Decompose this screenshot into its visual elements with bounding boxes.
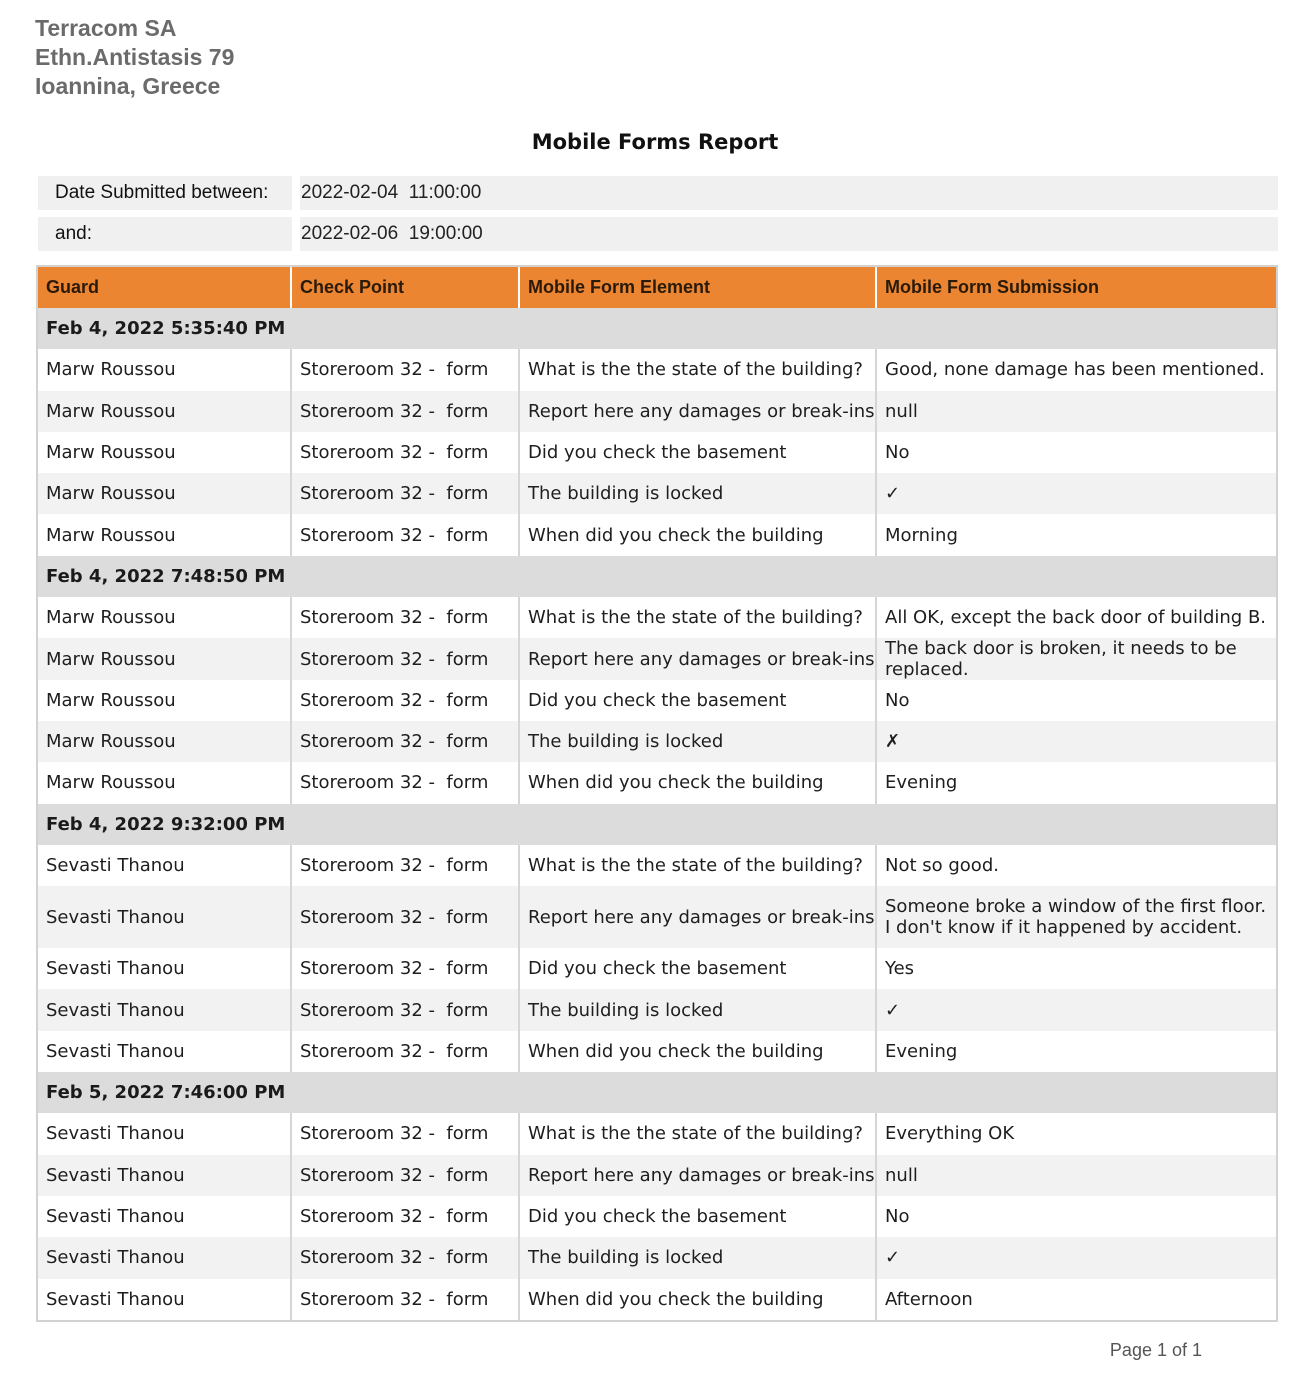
filter-end-value: 2022-02-06 19:00:00: [300, 217, 1278, 251]
form-submission-cell: null: [885, 400, 918, 422]
form-submission-cell: All OK, except the back door of building B.: [885, 607, 1267, 629]
guard-cell: Marw Roussou: [38, 391, 292, 432]
form-submission-cell: Evening: [885, 772, 958, 794]
table-row: [38, 1196, 1276, 1237]
company-street: Ethn.Antistasis 79: [35, 44, 235, 70]
form-element-cell: The building is locked: [520, 989, 877, 1030]
table-row: [38, 845, 1276, 886]
check-point-cell: Storeroom 32 - form: [292, 1113, 520, 1154]
form-submission-cell: The back door is broken, it needs to be replaced.: [885, 638, 1243, 680]
check-point-cell: Storeroom 32 - form: [292, 638, 520, 679]
table-row: [38, 762, 1276, 803]
form-element-cell: When did you check the building: [520, 1031, 877, 1072]
check-point-cell: Storeroom 32 - form: [292, 1031, 520, 1072]
check-point-cell: Storeroom 32 - form: [292, 948, 520, 989]
form-element-cell: Report here any damages or break-ins: [520, 638, 877, 679]
table-row: [38, 1113, 1276, 1154]
form-element-cell: Did you check the basement: [520, 680, 877, 721]
form-element-cell: The building is locked: [520, 721, 877, 762]
guard-cell: Marw Roussou: [38, 349, 292, 390]
form-element-cell: What is the the state of the building?: [520, 597, 877, 638]
table-row: [38, 1237, 1276, 1278]
table-row: [38, 638, 1276, 679]
form-element-cell: When did you check the building: [520, 514, 877, 555]
guard-cell: Marw Roussou: [38, 762, 292, 803]
form-submission-cell: ✓: [885, 1247, 901, 1269]
form-submission-cell: Evening: [885, 1040, 958, 1062]
check-point-cell: Storeroom 32 - form: [292, 1155, 520, 1196]
form-submission-cell: Morning: [885, 524, 958, 546]
check-point-cell: Storeroom 32 - form: [292, 845, 520, 886]
form-element-cell: The building is locked: [520, 1237, 877, 1278]
report-table: [36, 265, 1278, 1322]
table-row: [38, 597, 1276, 638]
form-submission-cell: Afternoon: [885, 1288, 973, 1310]
table-body: [38, 308, 1276, 1320]
page-number: Page 1 of 1: [1109, 1340, 1202, 1360]
guard-cell: Marw Roussou: [38, 514, 292, 555]
form-submission-cell: ✗: [885, 731, 901, 753]
guard-cell: Sevasti Thanou: [38, 1196, 292, 1237]
form-submission-cell: No: [885, 442, 910, 464]
check-point-cell: Storeroom 32 - form: [292, 989, 520, 1030]
guard-cell: Marw Roussou: [38, 597, 292, 638]
filter-end-label: and:: [38, 217, 292, 251]
table-row: [38, 1031, 1276, 1072]
table-row: [38, 1155, 1276, 1196]
check-point-cell: Storeroom 32 - form: [292, 680, 520, 721]
table-row: [38, 514, 1276, 555]
guard-cell: Marw Roussou: [38, 473, 292, 514]
form-element-cell: What is the the state of the building?: [520, 349, 877, 390]
guard-cell: Sevasti Thanou: [38, 948, 292, 989]
check-point-cell: Storeroom 32 - form: [292, 886, 520, 948]
guard-cell: Marw Roussou: [38, 721, 292, 762]
table-row: [38, 886, 1276, 948]
table-row: [38, 391, 1276, 432]
filter-start-row: [38, 176, 1278, 210]
form-element-cell: What is the the state of the building?: [520, 1113, 877, 1154]
guard-cell: Marw Roussou: [38, 638, 292, 679]
form-element-cell: Did you check the basement: [520, 432, 877, 473]
form-element-cell: When did you check the building: [520, 1279, 877, 1320]
company-city: Ioannina, Greece: [35, 73, 221, 99]
check-point-cell: Storeroom 32 - form: [292, 721, 520, 762]
form-element-cell: Report here any damages or break-ins: [520, 391, 877, 432]
form-submission-cell: ✓: [885, 999, 901, 1021]
filter-start-label: Date Submitted between:: [38, 176, 292, 210]
company-name: Terracom SA: [35, 15, 177, 41]
guard-cell: Sevasti Thanou: [38, 1113, 292, 1154]
table-row: [38, 948, 1276, 989]
form-element-cell: When did you check the building: [520, 762, 877, 803]
group-date-row: Feb 4, 2022 9:32:00 PM: [38, 804, 1276, 845]
filter-end-row: [38, 217, 1278, 251]
column-header-check-point: Check Point: [292, 267, 520, 308]
form-submission-cell: ✓: [885, 483, 901, 505]
form-submission-cell: Someone broke a window of the first floor. I don't know if it happened by accident.: [885, 896, 1272, 939]
table-row: [38, 989, 1276, 1030]
form-submission-cell: No: [885, 689, 910, 711]
group-date-row: Feb 5, 2022 7:46:00 PM: [38, 1072, 1276, 1113]
form-submission-cell: Not so good.: [885, 855, 999, 876]
table-row: [38, 680, 1276, 721]
check-point-cell: Storeroom 32 - form: [292, 1237, 520, 1278]
guard-cell: Sevasti Thanou: [38, 989, 292, 1030]
check-point-cell: Storeroom 32 - form: [292, 597, 520, 638]
table-row: [38, 432, 1276, 473]
form-submission-cell: No: [885, 1206, 910, 1228]
company-address: [35, 14, 234, 101]
form-submission-cell: null: [885, 1164, 918, 1186]
form-element-cell: Did you check the basement: [520, 1196, 877, 1237]
form-element-cell: Did you check the basement: [520, 948, 877, 989]
guard-cell: Sevasti Thanou: [38, 1237, 292, 1278]
form-element-cell: The building is locked: [520, 473, 877, 514]
check-point-cell: Storeroom 32 - form: [292, 1279, 520, 1320]
check-point-cell: Storeroom 32 - form: [292, 349, 520, 390]
column-header-form-submission: Mobile Form Submission: [885, 277, 1100, 297]
column-header-form-element: Mobile Form Element: [520, 267, 877, 308]
filter-start-value: 2022-02-04 11:00:00: [300, 176, 1278, 210]
check-point-cell: Storeroom 32 - form: [292, 1196, 520, 1237]
check-point-cell: Storeroom 32 - form: [292, 473, 520, 514]
guard-cell: Sevasti Thanou: [38, 845, 292, 886]
form-element-cell: What is the the state of the building?: [520, 845, 877, 886]
table-row: [38, 473, 1276, 514]
report-title: Mobile Forms Report: [531, 130, 779, 154]
guard-cell: Sevasti Thanou: [38, 1155, 292, 1196]
check-point-cell: Storeroom 32 - form: [292, 514, 520, 555]
table-row: [38, 1279, 1276, 1320]
check-point-cell: Storeroom 32 - form: [292, 432, 520, 473]
table-header: [38, 267, 1276, 308]
guard-cell: Sevasti Thanou: [38, 1279, 292, 1320]
form-element-cell: Report here any damages or break-ins: [520, 886, 877, 948]
group-date-row: Feb 4, 2022 7:48:50 PM: [38, 556, 1276, 597]
check-point-cell: Storeroom 32 - form: [292, 762, 520, 803]
table-row: [38, 721, 1276, 762]
guard-cell: Marw Roussou: [38, 680, 292, 721]
check-point-cell: Storeroom 32 - form: [292, 391, 520, 432]
form-submission-cell: Everything OK: [885, 1123, 1015, 1145]
form-element-cell: Report here any damages or break-ins: [520, 1155, 877, 1196]
guard-cell: Marw Roussou: [38, 432, 292, 473]
table-row: [38, 349, 1276, 390]
guard-cell: Sevasti Thanou: [38, 886, 292, 948]
guard-cell: Sevasti Thanou: [38, 1031, 292, 1072]
form-submission-cell: Good, none damage has been mentioned.: [885, 359, 1265, 381]
form-submission-cell: Yes: [885, 958, 915, 980]
group-date-row: Feb 4, 2022 5:35:40 PM: [38, 308, 1276, 349]
column-header-guard: Guard: [38, 267, 292, 308]
